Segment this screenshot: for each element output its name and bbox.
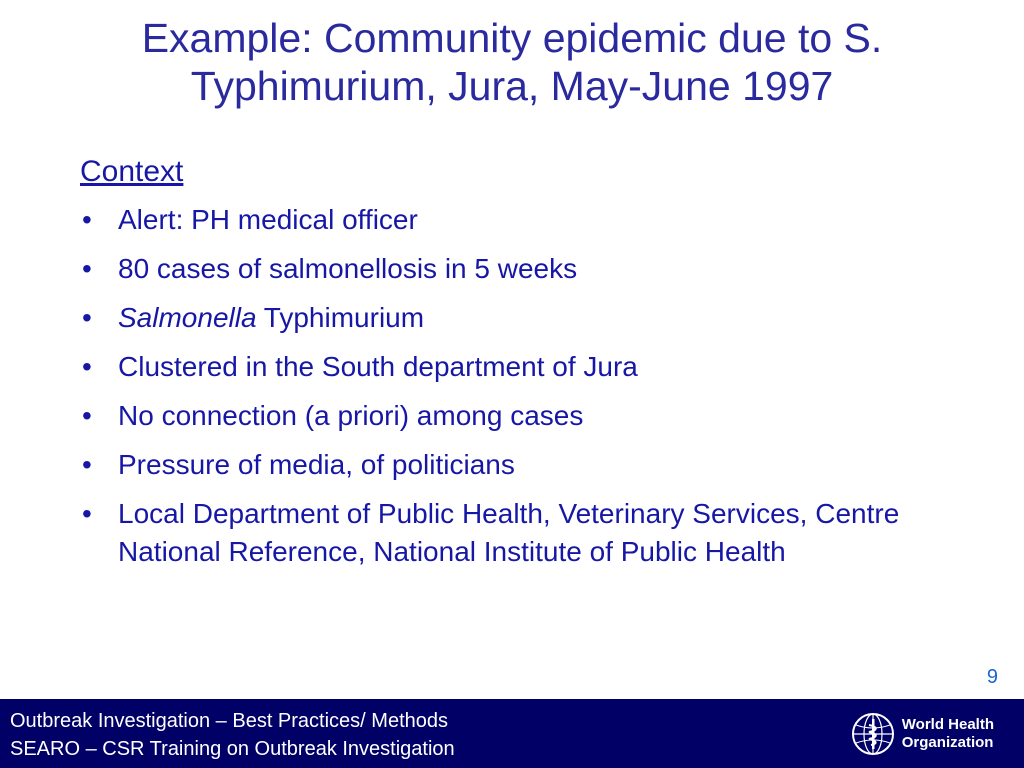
who-wordmark-line-1: World Health	[901, 716, 994, 733]
who-wordmark	[902, 716, 994, 752]
who-wordmark-line-2: Organization	[901, 734, 994, 751]
bullet-item	[80, 250, 980, 288]
bullet-item	[80, 495, 980, 571]
bullet-item	[80, 397, 980, 435]
footer-line-1: Outbreak Investigation – Best Practices/ Methods	[10, 710, 448, 732]
bullet-icon: •	[82, 400, 92, 431]
bullet-icon: •	[82, 351, 92, 382]
bullet-text: Typhimurium	[256, 302, 425, 333]
title-line-2: Typhimurium, Jura, May-June 1997	[190, 63, 834, 109]
bullet-icon: •	[82, 302, 92, 333]
who-emblem-icon	[850, 711, 896, 757]
bullet-text: No connection (a priori) among cases	[118, 400, 584, 431]
bullet-text: Pressure of media, of politicians	[118, 449, 515, 480]
bullet-text: Local Department of Public Health, Veterinary Services, Centre National Reference, National Institute of Public Health	[118, 498, 900, 567]
slide-title	[0, 14, 1024, 110]
bullet-icon: •	[82, 449, 92, 480]
bullet-item	[80, 348, 980, 386]
bullet-text: 80 cases of salmonellosis in 5 weeks	[118, 253, 578, 284]
footer-bar	[0, 699, 1024, 768]
bullet-list	[80, 201, 980, 571]
bullet-icon: •	[82, 498, 92, 529]
title-line-1: Example: Community epidemic due to S.	[141, 15, 883, 61]
who-logo	[850, 711, 994, 757]
bullet-text: Clustered in the South department of Jura	[118, 351, 638, 382]
bullet-item	[80, 201, 980, 239]
bullet-icon: •	[82, 253, 92, 284]
footer-line-2: SEARO – CSR Training on Outbreak Investigation	[10, 738, 455, 760]
footer-text	[10, 707, 455, 763]
slide-body	[80, 152, 980, 582]
bullet-icon: •	[82, 204, 92, 235]
bullet-italic: Salmonella	[118, 302, 257, 333]
page-number: 9	[986, 666, 998, 688]
bullet-item	[80, 299, 980, 337]
section-heading: Context	[80, 155, 184, 188]
bullet-item	[80, 446, 980, 484]
bullet-text: Alert: PH medical officer	[118, 204, 418, 235]
